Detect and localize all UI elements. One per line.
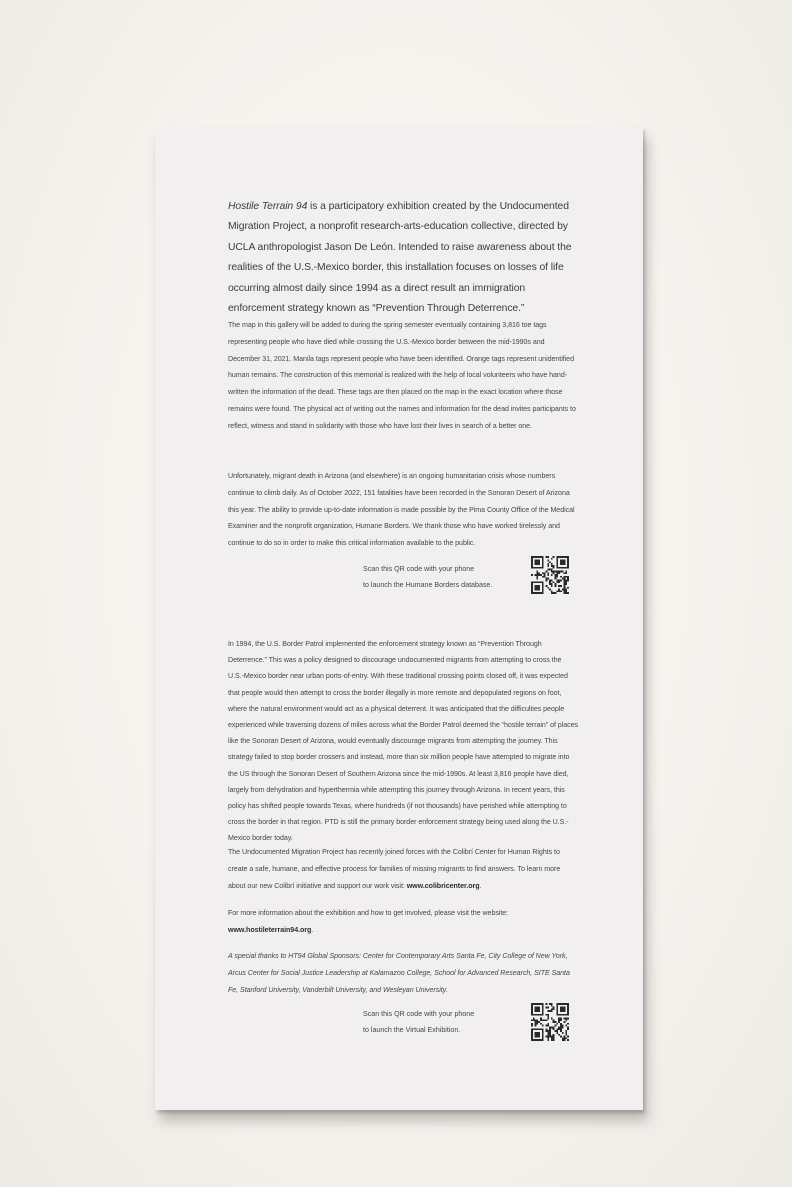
- exhibition-wall-panel: [155, 127, 643, 1110]
- humane-borders-qr-code-icon[interactable]: [531, 556, 569, 594]
- colibri-paragraph: [228, 844, 578, 894]
- more-info-text: For more information about the exhibition and how to get involved, please visit the website:: [228, 909, 509, 917]
- sponsors-thanks-paragraph: A special thanks to HT94 Global Sponsors: Center for Contemporary Arts Santa Fe, City College of New York, Arcus Center for Social Justice Leadership at Kalamazoo College, School for Advanced Research, SITE Santa Fe, Stanford University, Vanderbilt University, and Wesleyan University.: [228, 952, 570, 994]
- qr-caption-line: to launch the Humane Borders database.: [363, 581, 493, 590]
- map-paragraph: The map in this gallery will be added to during the spring semester eventually containing 3,816 toe tags representing people who have died while crossing the U.S.-Mexico border between the mid-1990s and December 31, 2021. Manila tags represent people who have been identified. Orange tags represent unidentified human remains. The construction of this memorial is realized with the help of local volunteers who have hand-written the information of the dead. These tags are then placed on the map in the exact location where those remains were found. The physical act of writing out the names and information for the dead invites participants to reflect, witness and stand in solidarity with those who have lost their lives in search of a better one.: [228, 321, 576, 430]
- qr-caption-line: to launch the Virtual Exhibition.: [363, 1026, 461, 1035]
- more-info-paragraph: [228, 905, 578, 939]
- humane-borders-qr-caption: [363, 561, 523, 594]
- border-patrol-paragraph: In 1994, the U.S. Border Patrol implemented the enforcement strategy known as “Prevention Through Deterrence.” This was a policy designed to discourage undocumented migrants from attempting to cross the U.S.-Mexico border near urban ports-of-entry. With these traditional crossing points closed off, it was expected that people would then attempt to cross the border illegally in more remote and depopulated regions on foot, where the natural environment would act as a physical deterrent. It was anticipated that the difficulties people experienced while traversing dozens of miles across what the Border Patrol deemed the “hostile terrain” of places like the Sonoran Desert of Arizona, would eventually discourage migrants from attempting the journey. This strategy failed to stop border crossers and instead, more than six million people have attempted to migrate into the US through the Sonoran Desert of Southern Arizona since the mid-1990s. At least 3,816 people have died, largely from dehydration and hyperthermia while attempting this journey through Arizona. In recent years, this policy has shifted people towards Texas, where hundreds (if not thousands) have perished while attempting to cross the border in that region. PTD is still the primary border enforcement strategy being used along the U.S.-Mexico border today.: [228, 640, 579, 843]
- exhibition-title: Hostile Terrain 94: [228, 201, 308, 212]
- colibri-link[interactable]: www.colibricenter.org: [406, 881, 480, 890]
- qr-caption-line: Scan this QR code with your phone: [363, 1010, 475, 1018]
- virtual-exhibition-qr-caption: [363, 1006, 523, 1039]
- intro-paragraph: [228, 197, 578, 319]
- intro-text: is a participatory exhibition created by the Undocumented Migration Project, a nonprofit research-arts-education collective, directed by UCLA anthropologist Jason De León. Intended to raise awareness about the realities of the U.S.-Mexico border, this installation focuses on losses of life occurring almost daily since 1994 as a direct result an immigration enforcement strategy known as “Prevention Through Deterrence.”: [228, 201, 572, 315]
- more-info-end: .: [311, 925, 314, 934]
- colibri-end: .: [479, 881, 482, 890]
- colibri-text: The Undocumented Migration Project has recently joined forces with the Colibrí Center for Human Rights to create a safe, humane, and effective process for families of missing migrants to find answers. To learn more about our new Colibrí initiative and support our work visit:: [228, 848, 561, 890]
- website-link[interactable]: www.hostileterrain94.org: [228, 925, 312, 934]
- migrant-death-paragraph: Unfortunately, migrant death in Arizona (and elsewhere) is an ongoing humanitarian crisis whose numbers continue to climb daily. As of October 2022, 151 fatalities have been recorded in the Sonoran Desert of Arizona this year. The ability to provide up-to-date information is made possible by the Pima County Office of the Medical Examiner and the nonprofit organization, Humane Borders. We thank those who have worked tirelessly and continue to do so in order to make this critical information available to the public.: [228, 472, 575, 548]
- qr-caption-line: Scan this QR code with your phone: [363, 565, 475, 573]
- virtual-exhibition-qr-code-icon[interactable]: [531, 1003, 569, 1041]
